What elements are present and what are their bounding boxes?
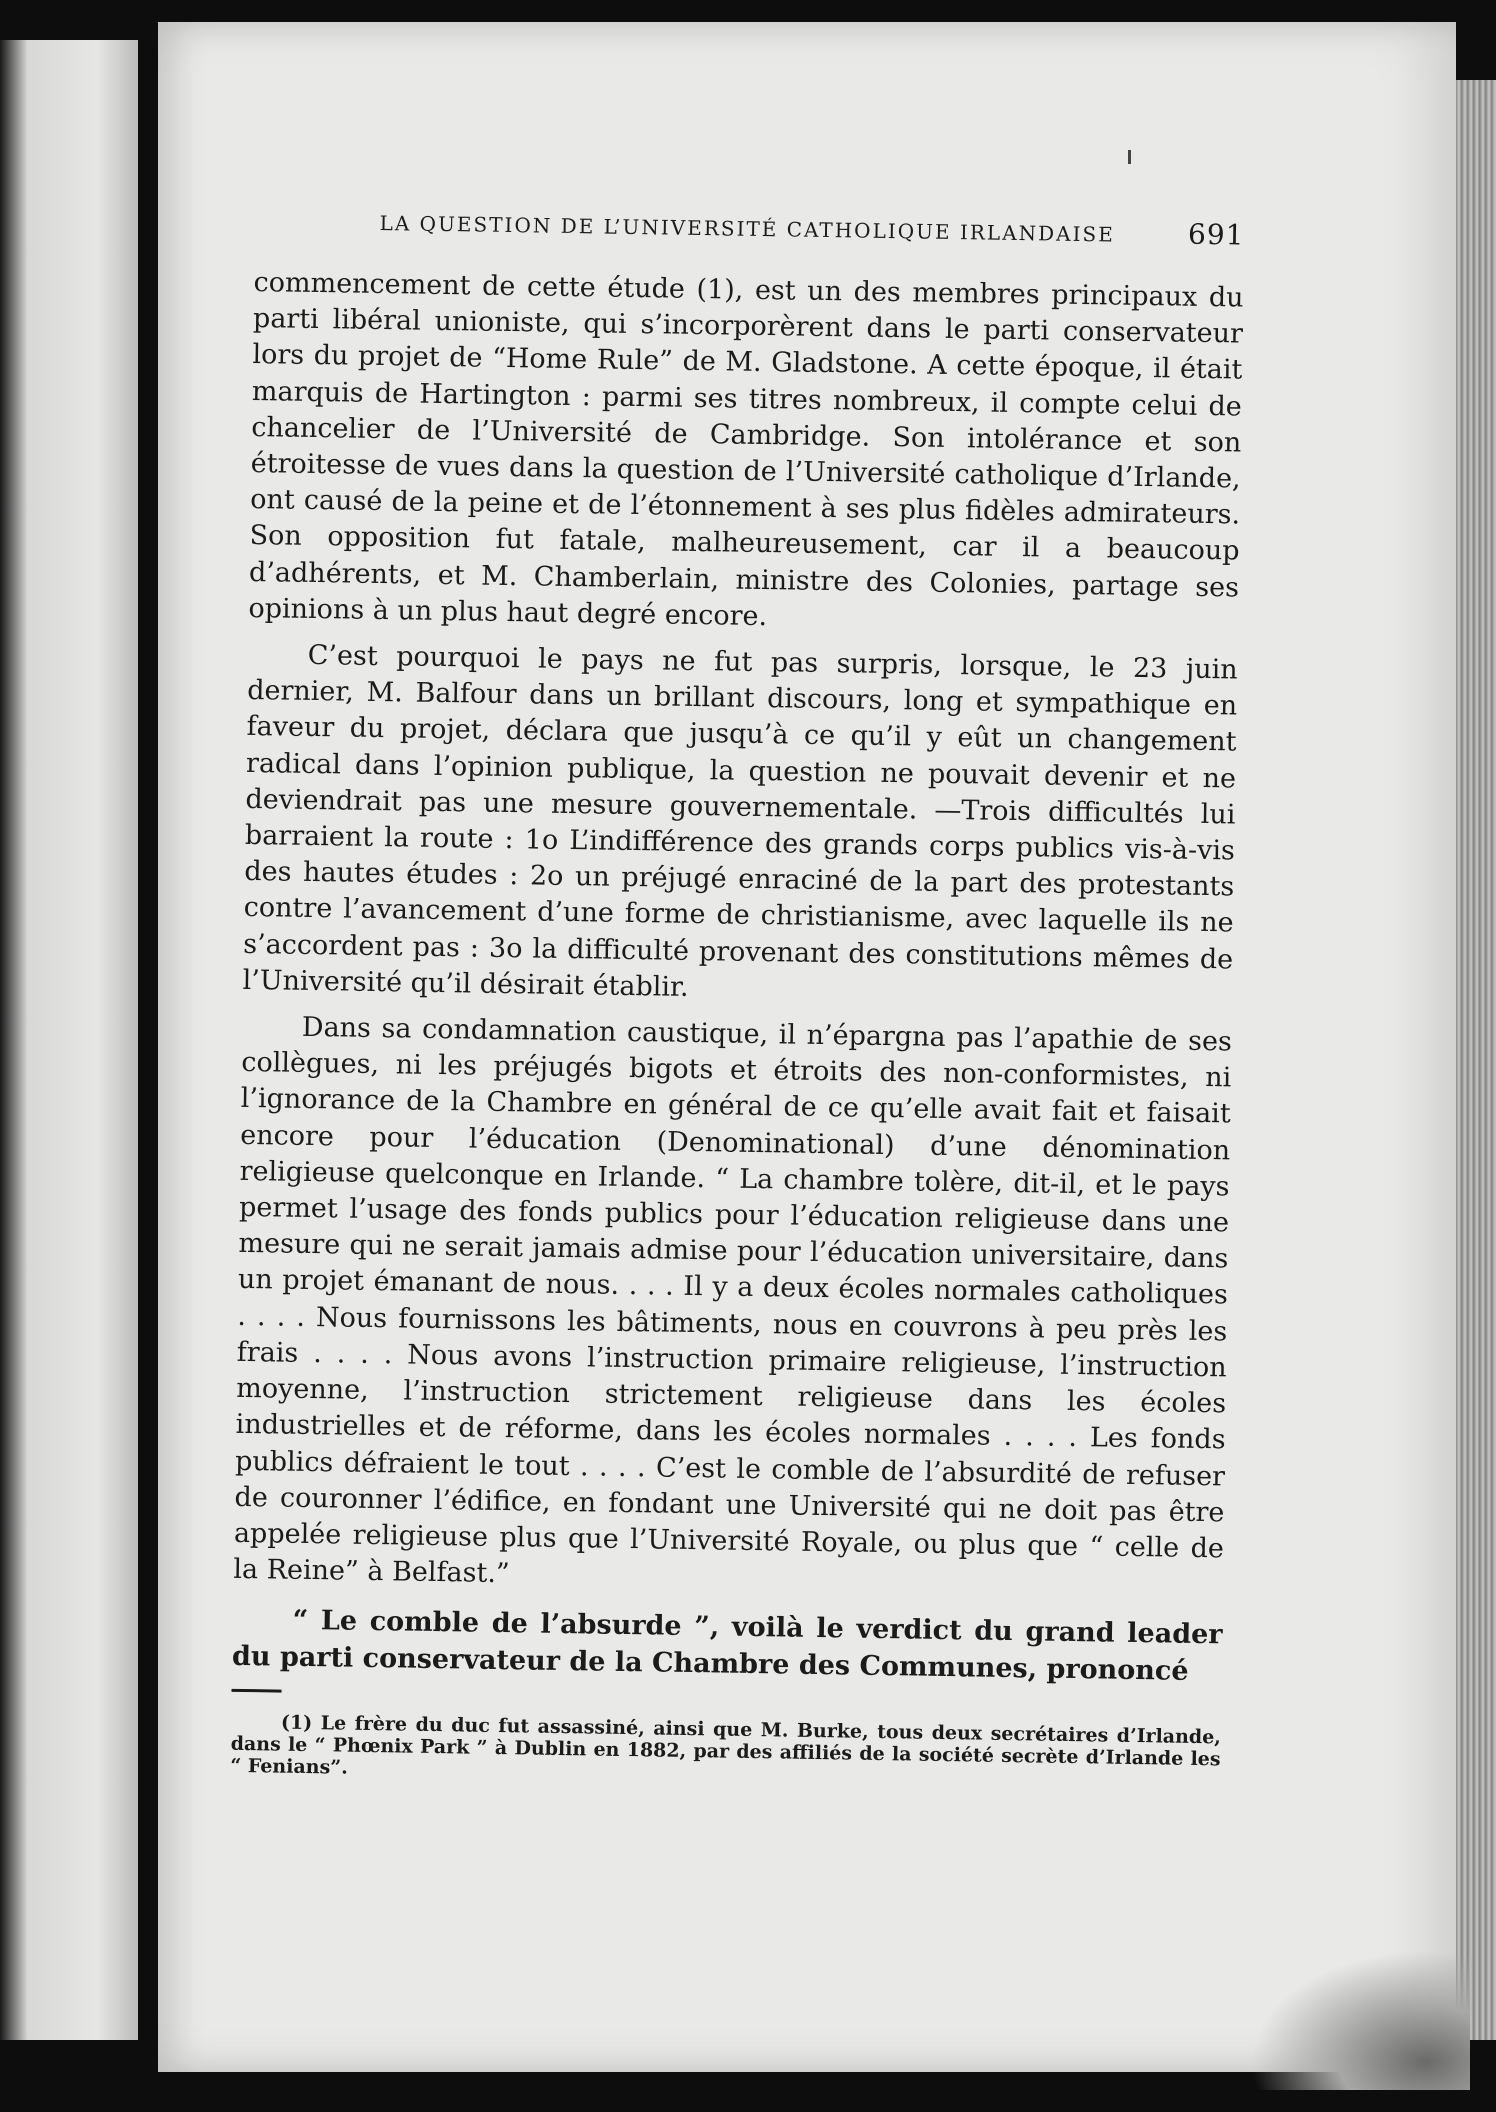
ink-mark xyxy=(1128,150,1131,164)
left-page-edge xyxy=(0,40,138,2040)
page-content xyxy=(230,195,1245,1811)
paragraph-2: C’est pourquoi le pays ne fut pas surpris, lorsque, le 23 juin dernier, M. Balfour dans un brillant discours, long et sympathique en faveur du projet, déclara que jusqu’à ce qu’il y eût un changement radical dans l’opinion publique, la question ne pouvait devenir et ne deviendrait pas une mesure gouvernementale. —Trois difficultés lui barraient la route : 1o L’indifférence des grands corps publics vis-à-vis des hautes études : 2o un préjugé enraciné de la part des protestants contre l’avancement d’une forme de christianisme, avec laquelle ils ne s’accordent pas : 3o la difficulté provenant des constitutions mêmes de l’Université qu’il désirait établir. xyxy=(242,639,1238,1003)
running-head-title: LA QUESTION DE L’UNIVERSITÉ CATHOLIQUE IRLANDAISE xyxy=(379,210,1115,247)
paragraph-1: commencement de cette étude (1), est un des membres principaux du parti libéral unioniste, qui s’incorporèrent dans le parti conservateur lors du projet de “Home Rule” de M. Gladstone. A cette époque, il était marquis de Hartington : parmi ses titres nombreux, il compte celui de chancelier de l’Université de Cambridge. Son intolérance et son étroitesse de vues dans la question de l’Université catholique d’Irlande, ont causé de la peine et de l’étonnement à ses plus fidèles admirateurs. Son opposition fut fatale, malheureusement, car il a beaucoup d’adhérents, et M. Chamberlain, ministre des Colonies, partage ses opinions à un plus haut degré encore. xyxy=(248,266,1244,632)
paragraph-4: “ Le comble de l’absurde ”, voilà le verdict du grand leader du parti conservateur de la Chambre des Communes, prononcé xyxy=(231,1605,1223,1687)
footnote: (1) Le frère du duc fut assassiné, ainsi que M. Burke, tous deux secrétaires d’Irlande, dans le “ Phœnix Park ” à Dublin en 1882, par des affiliés de la société secrète d’Irlande les “ Fenians”. xyxy=(230,1711,1222,1779)
footnote-rule xyxy=(231,1689,281,1693)
page-stack-edge xyxy=(1456,80,1496,2040)
body-text xyxy=(232,265,1244,1690)
paragraph-3: Dans sa condamnation caustique, il n’épargna pas l’apathie de ses collègues, ni les préjugés bigots et étroits des non-conformistes, ni l’ignorance de la Chambre en général de ce qu’elle avait fait et faisait encore pour l’éducation (Denominational) d’une dénomination religieuse quelconque en Irlande. “ La chambre tolère, dit-il, et le pays permet l’usage des fonds publics pour l’éducation religieuse dans une mesure qui ne serait jamais admise pour l’éducation universitaire, dans un projet émanant de nous. . . . Il y a deux écoles normales catholiques . . . . Nous fournissons les bâtiments, nous en couvrons à peu près les frais . . . . Nous avons l’instruction primaire religieuse, l’instruction moyenne, l’instruction strictement religieuse dans les écoles industrielles et de réforme, dans les écoles normales . . . . Les fonds publics défraient le tout . . . . C’est le comble de l’absurdité de refuser de couronner l’édifice, en fondant une Université qui ne doit pas être appelée religieuse plus que l’Université Royale, ou plus que “ celle de la Reine” à Belfast.” xyxy=(233,1011,1233,1590)
page-corner-curl xyxy=(1250,1950,1470,2090)
page-number: 691 xyxy=(1187,217,1245,252)
